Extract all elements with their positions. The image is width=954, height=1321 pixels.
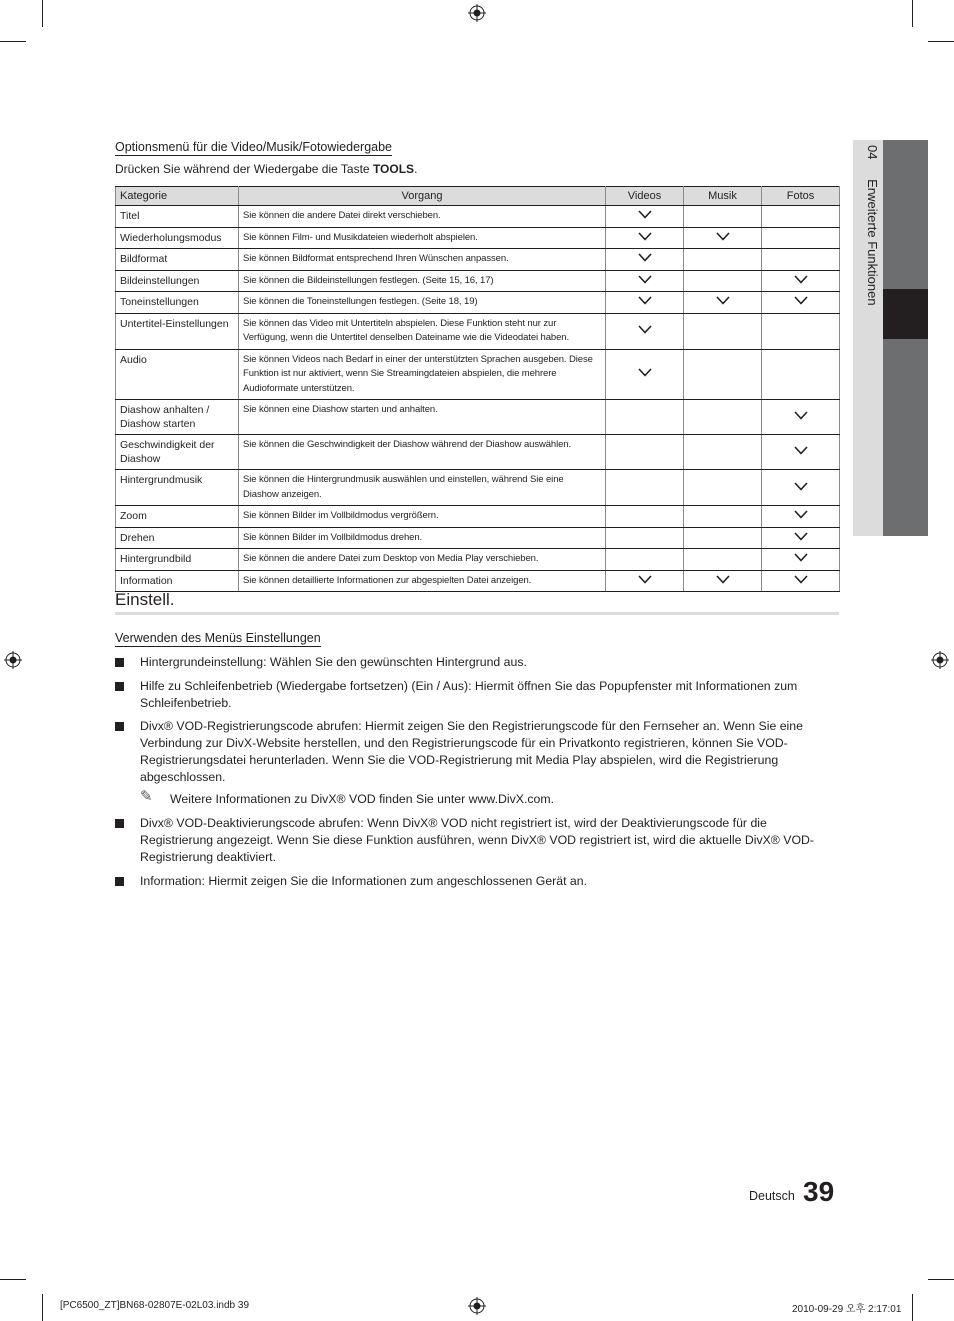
table-row bbox=[116, 313, 840, 349]
row-videos-cell bbox=[606, 292, 684, 314]
item-term: Divx® VOD-Registrierungscode abrufen bbox=[140, 719, 359, 734]
registration-mark-icon bbox=[931, 651, 949, 669]
square-bullet-icon bbox=[115, 819, 124, 828]
item-text: : Hiermit zeigen Sie den Registrierungscode für den Fernseher an. Wenn Sie eine Verbindung zur DivX-Website herstellen, und den Registrierungscode für ein Privatkonto registrieren, können Sie VOD-Registrierungsdatei herunterladen. Wenn Sie die VOD-Registrierung mit Media Play abspielen, wird die Registrierung abgeschlossen. bbox=[140, 719, 803, 784]
row-videos-cell bbox=[606, 506, 684, 528]
row-videos-cell bbox=[606, 549, 684, 571]
chapter-tab-marker bbox=[883, 289, 928, 339]
row-category: Untertitel-Einstellungen bbox=[116, 313, 239, 349]
table-row bbox=[116, 506, 840, 528]
row-category: Zoom bbox=[116, 506, 239, 528]
table-row bbox=[116, 270, 840, 292]
header-photos: Fotos bbox=[762, 187, 840, 206]
item-term: Information bbox=[140, 873, 202, 888]
row-music-cell bbox=[684, 527, 762, 549]
item-term: Hilfe zu Schleifenbetrieb (Wiedergabe fortsetzen) (Ein / Aus) bbox=[140, 678, 469, 693]
row-videos-cell bbox=[606, 313, 684, 349]
row-music-cell bbox=[684, 292, 762, 314]
crop-mark bbox=[42, 0, 43, 27]
options-table bbox=[115, 186, 840, 592]
row-music-cell bbox=[684, 570, 762, 592]
row-videos-cell bbox=[606, 206, 684, 228]
checkmark-icon bbox=[638, 232, 652, 241]
square-bullet-icon bbox=[115, 722, 124, 731]
row-description: Sie können Bilder im Vollbildmodus vergrößern. bbox=[239, 506, 606, 528]
row-description: Sie können die andere Datei direkt verschieben. bbox=[239, 206, 606, 228]
row-category: Hintergrundmusik bbox=[116, 470, 239, 506]
registration-mark-icon bbox=[4, 651, 22, 669]
table-row bbox=[116, 470, 840, 506]
list-item bbox=[115, 654, 815, 671]
crop-mark bbox=[0, 41, 26, 42]
row-description: Sie können die Hintergrundmusik auswählen und einstellen, während Sie eine Diashow anzeigen. bbox=[239, 470, 606, 506]
row-description: Sie können Bildformat entsprechend Ihren Wünschen anpassen. bbox=[239, 249, 606, 271]
square-bullet-icon bbox=[115, 658, 124, 667]
row-description: Sie können Videos nach Bedarf in einer der unterstützten Sprachen ausgeben. Diese Funktion ist nur aktiviert, wenn Sie Streamingdateien abspielen, die mehrere Audioformate unterstützen. bbox=[239, 349, 606, 400]
checkmark-icon bbox=[638, 575, 652, 584]
table-row bbox=[116, 227, 840, 249]
note bbox=[115, 787, 815, 808]
options-menu-instruction bbox=[115, 162, 417, 176]
table-row bbox=[116, 349, 840, 400]
row-music-cell bbox=[684, 349, 762, 400]
row-description: Sie können das Video mit Untertiteln abspielen. Diese Funktion steht nur zur Verfügung, wenn die Untertitel denselben Dateiname wie die Videodatei haben. bbox=[239, 313, 606, 349]
chapter-number: 04 bbox=[865, 145, 880, 160]
chapter-title: Erweiterte Funktionen bbox=[865, 179, 880, 306]
item-text: : Wählen Sie den gewünschten Hintergrund aus. bbox=[263, 655, 527, 669]
checkmark-icon bbox=[716, 232, 730, 241]
tools-key-label: TOOLS bbox=[372, 162, 415, 176]
row-category: Geschwindigkeit der Diashow bbox=[116, 435, 239, 470]
row-photos-cell bbox=[762, 570, 840, 592]
checkmark-icon bbox=[716, 575, 730, 584]
print-file-info: [PC6500_ZT]BN68-02807E-02L03.indb 39 bbox=[60, 1300, 250, 1311]
instruction-end: . bbox=[414, 162, 418, 176]
table-body bbox=[116, 206, 840, 592]
section-divider bbox=[115, 612, 839, 615]
row-music-cell bbox=[684, 206, 762, 228]
row-videos-cell bbox=[606, 270, 684, 292]
table-row bbox=[116, 549, 840, 571]
table-row bbox=[116, 400, 840, 435]
row-category: Audio bbox=[116, 349, 239, 400]
row-photos-cell bbox=[762, 313, 840, 349]
registration-mark-icon bbox=[468, 1297, 486, 1315]
row-photos-cell bbox=[762, 206, 840, 228]
row-music-cell bbox=[684, 549, 762, 571]
row-photos-cell bbox=[762, 227, 840, 249]
page-number: 39 bbox=[803, 1176, 835, 1207]
row-category: Wiederholungsmodus bbox=[116, 227, 239, 249]
crop-mark bbox=[928, 41, 954, 42]
row-category: Hintergrundbild bbox=[116, 549, 239, 571]
list-item bbox=[115, 678, 815, 712]
row-description: Sie können die Toneinstellungen festlegen. (Seite 18, 19) bbox=[239, 292, 606, 314]
row-videos-cell bbox=[606, 349, 684, 400]
checkmark-icon bbox=[794, 510, 808, 519]
chapter-tab-label bbox=[858, 145, 880, 405]
row-photos-cell bbox=[762, 249, 840, 271]
table-row bbox=[116, 527, 840, 549]
row-videos-cell bbox=[606, 570, 684, 592]
checkmark-icon bbox=[794, 446, 808, 455]
options-menu-title: Optionsmenü für die Video/Musik/Fotowiedergabe bbox=[115, 140, 393, 154]
pencil-note-icon: ✎ bbox=[140, 787, 153, 805]
row-category: Information bbox=[116, 570, 239, 592]
row-description: Sie können die Bildeinstellungen festlegen. (Seite 15, 16, 17) bbox=[239, 270, 606, 292]
crop-mark bbox=[912, 0, 913, 27]
row-videos-cell bbox=[606, 470, 684, 506]
header-operation: Vorgang bbox=[239, 187, 606, 206]
row-music-cell bbox=[684, 249, 762, 271]
table-row bbox=[116, 570, 840, 592]
item-text: : Wenn DivX® VOD nicht registriert ist, wird der Deaktivierungscode für die Registrierung angezeigt. Wenn Sie diese Funktion ausführen, wenn DivX® VOD registriert ist, wird die aktuelle DivX® VOD-Registrierung deaktiviert. bbox=[140, 816, 815, 864]
item-term: Divx® VOD-Deaktivierungscode abrufen bbox=[140, 816, 361, 831]
row-photos-cell bbox=[762, 400, 840, 435]
square-bullet-icon bbox=[115, 877, 124, 886]
row-music-cell bbox=[684, 470, 762, 506]
row-videos-cell bbox=[606, 527, 684, 549]
list-item bbox=[115, 815, 815, 865]
row-category: Diashow anhalten / Diashow starten bbox=[116, 400, 239, 435]
checkmark-icon bbox=[794, 532, 808, 541]
row-photos-cell bbox=[762, 292, 840, 314]
crop-mark bbox=[0, 1279, 26, 1280]
table-row bbox=[116, 249, 840, 271]
header-videos: Videos bbox=[606, 187, 684, 206]
checkmark-icon bbox=[638, 253, 652, 262]
list-item bbox=[115, 873, 815, 890]
row-description: Sie können Film- und Musikdateien wiederholt abspielen. bbox=[239, 227, 606, 249]
row-category: Titel bbox=[116, 206, 239, 228]
header-music: Musik bbox=[684, 187, 762, 206]
note-text: Weitere Informationen zu DivX® VOD finden Sie unter www.DivX.com. bbox=[170, 791, 555, 806]
settings-list bbox=[115, 654, 815, 897]
row-videos-cell bbox=[606, 400, 684, 435]
table-row bbox=[116, 435, 840, 470]
row-music-cell bbox=[684, 270, 762, 292]
checkmark-icon bbox=[794, 296, 808, 305]
checkmark-icon bbox=[638, 368, 652, 377]
row-videos-cell bbox=[606, 227, 684, 249]
table-row bbox=[116, 292, 840, 314]
checkmark-icon bbox=[638, 296, 652, 305]
row-description: Sie können detaillierte Informationen zur abgespielten Datei anzeigen. bbox=[239, 570, 606, 592]
row-photos-cell bbox=[762, 470, 840, 506]
page-language: Deutsch bbox=[749, 1189, 795, 1203]
row-category: Drehen bbox=[116, 527, 239, 549]
item-term: Hintergrundeinstellung bbox=[140, 655, 264, 669]
checkmark-icon bbox=[794, 275, 808, 284]
checkmark-icon bbox=[794, 482, 808, 491]
item-text: : Hiermit zeigen Sie die Informationen zum angeschlossenen Gerät an. bbox=[201, 873, 588, 888]
instruction-text: Drücken Sie während der Wiedergabe die Taste bbox=[115, 162, 373, 176]
row-videos-cell bbox=[606, 435, 684, 470]
row-description: Sie können die andere Datei zum Desktop von Media Play verschieben. bbox=[239, 549, 606, 571]
row-category: Toneinstellungen bbox=[116, 292, 239, 314]
row-music-cell bbox=[684, 506, 762, 528]
checkmark-icon bbox=[794, 553, 808, 562]
table-row bbox=[116, 206, 840, 228]
row-photos-cell bbox=[762, 549, 840, 571]
row-photos-cell bbox=[762, 506, 840, 528]
header-category: Kategorie bbox=[116, 187, 239, 206]
table-header-row bbox=[116, 187, 840, 206]
checkmark-icon bbox=[716, 296, 730, 305]
row-photos-cell bbox=[762, 527, 840, 549]
crop-mark bbox=[42, 1294, 43, 1321]
section-title: Einstell. bbox=[115, 590, 175, 609]
row-category: Bildformat bbox=[116, 249, 239, 271]
checkmark-icon bbox=[638, 210, 652, 219]
row-description: Sie können eine Diashow starten und anhalten. bbox=[239, 400, 606, 435]
registration-mark-icon bbox=[468, 4, 486, 22]
square-bullet-icon bbox=[115, 682, 124, 691]
crop-mark bbox=[912, 1294, 913, 1321]
row-description: Sie können Bilder im Vollbildmodus drehen. bbox=[239, 527, 606, 549]
item-text: : Hiermit öffnen Sie das Popupfenster mit Informationen zum Schleifenbetrieb. bbox=[140, 678, 798, 710]
crop-mark bbox=[928, 1279, 954, 1280]
row-category: Bildeinstellungen bbox=[116, 270, 239, 292]
row-music-cell bbox=[684, 435, 762, 470]
print-timestamp: 2010-09-29 오후 2:17:01 bbox=[792, 1304, 902, 1315]
row-photos-cell bbox=[762, 349, 840, 400]
checkmark-icon bbox=[638, 325, 652, 334]
row-videos-cell bbox=[606, 249, 684, 271]
list-item bbox=[115, 718, 815, 785]
row-photos-cell bbox=[762, 270, 840, 292]
row-music-cell bbox=[684, 313, 762, 349]
section-subtitle: Verwenden des Menüs Einstellungen bbox=[115, 631, 321, 645]
row-photos-cell bbox=[762, 435, 840, 470]
checkmark-icon bbox=[638, 275, 652, 284]
checkmark-icon bbox=[794, 411, 808, 420]
row-music-cell bbox=[684, 400, 762, 435]
row-music-cell bbox=[684, 227, 762, 249]
row-description: Sie können die Geschwindigkeit der Diashow während der Diashow auswählen. bbox=[239, 435, 606, 470]
checkmark-icon bbox=[794, 575, 808, 584]
